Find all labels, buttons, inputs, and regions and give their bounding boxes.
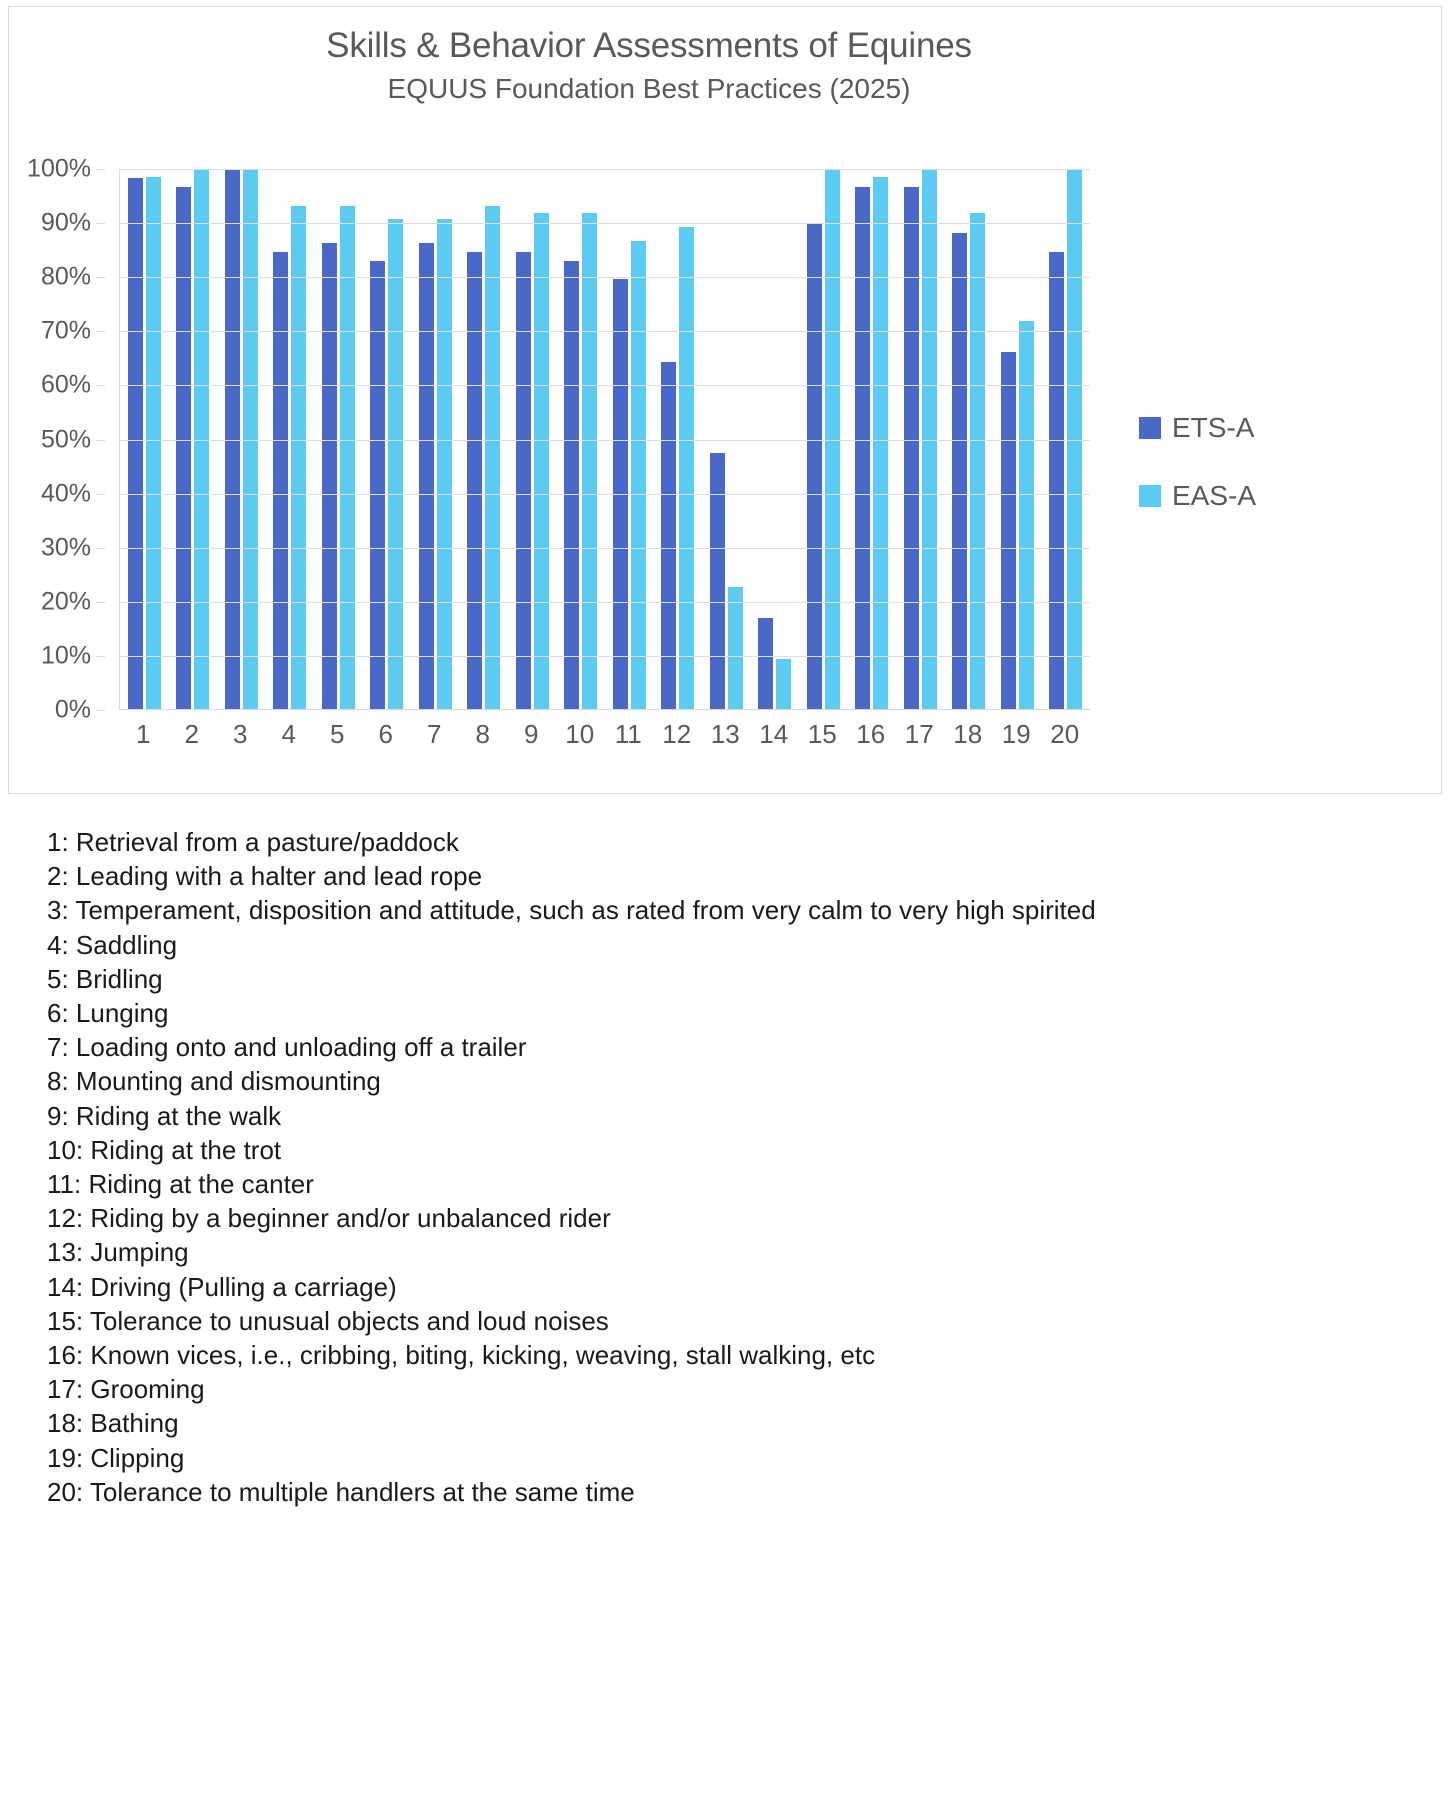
y-axis-tick-label: 100% (27, 154, 91, 183)
chart-title: Skills & Behavior Assessments of Equines (326, 26, 972, 65)
caption-line: 20: Tolerance to multiple handlers at the same time (47, 1476, 635, 1507)
bar-eas-a-19[interactable] (1019, 321, 1034, 710)
bar-eas-a-13[interactable] (728, 587, 743, 710)
caption-line: 14: Driving (Pulling a carriage) (47, 1271, 397, 1302)
gridline (120, 277, 1090, 278)
bar-eas-a-7[interactable] (437, 219, 452, 710)
caption-line: 13: Jumping (47, 1237, 189, 1268)
x-axis-tick-label: 12 (662, 719, 692, 749)
y-axis-tick-mark (96, 656, 105, 657)
x-axis-tick-label: 5 (330, 719, 345, 749)
y-axis-tick-label: 90% (40, 208, 91, 237)
caption-line: 15: Tolerance to unusual objects and loud noises (47, 1305, 609, 1336)
y-axis-tick-label: 20% (40, 587, 91, 616)
x-axis-labels (119, 719, 1089, 750)
gridline (120, 223, 1090, 224)
y-axis-tick-label: 30% (40, 533, 91, 562)
plot-area (119, 169, 1090, 710)
bar-ets-a-9[interactable] (516, 252, 531, 710)
caption-line: 6: Lunging (47, 998, 169, 1029)
bar-ets-a-15[interactable] (807, 224, 822, 710)
x-axis-tick-label: 20 (1050, 719, 1080, 749)
plot-area-wrapper (9, 147, 1443, 787)
caption-line: 8: Mounting and dismounting (47, 1066, 381, 1097)
bar-ets-a-8[interactable] (467, 252, 482, 710)
x-axis-tick-label: 18 (953, 719, 983, 749)
y-axis-tick-label: 0% (54, 695, 91, 724)
bar-eas-a-14[interactable] (776, 659, 791, 710)
bar-eas-a-1[interactable] (146, 177, 161, 710)
caption-line: 11: Riding at the canter (47, 1169, 314, 1200)
caption-line: 17: Grooming (47, 1374, 205, 1405)
gridline (120, 331, 1090, 332)
bar-ets-a-14[interactable] (758, 618, 773, 710)
x-axis-tick-label: 8 (475, 719, 490, 749)
bar-eas-a-12[interactable] (679, 227, 694, 710)
y-axis-tick-label: 10% (40, 641, 91, 670)
legend-item-eas-a[interactable] (1139, 480, 1339, 512)
bar-ets-a-13[interactable] (710, 453, 725, 710)
caption-line: 16: Known vices, i.e., cribbing, biting, kicking, weaving, stall walking, etc (47, 1340, 876, 1371)
x-axis-tick-label: 15 (807, 719, 837, 749)
y-axis-tick-mark (96, 277, 105, 278)
y-axis-tick-mark (96, 331, 105, 332)
y-axis-tick-mark (96, 385, 105, 386)
bar-ets-a-1[interactable] (128, 178, 143, 710)
y-axis (9, 147, 105, 724)
x-axis-tick-label: 11 (614, 719, 642, 749)
bar-eas-a-6[interactable] (388, 219, 403, 710)
y-axis-tick-mark (96, 494, 105, 495)
axis-baseline (120, 709, 1090, 710)
bar-ets-a-20[interactable] (1049, 252, 1064, 710)
y-axis-tick-label: 80% (40, 262, 91, 291)
caption-line: 1: Retrieval from a pasture/paddock (47, 827, 459, 857)
bar-ets-a-10[interactable] (564, 261, 579, 710)
gridline (120, 656, 1090, 657)
gridline (120, 169, 1090, 170)
gridline (120, 494, 1090, 495)
bar-eas-a-16[interactable] (873, 177, 888, 710)
y-axis-tick-mark (96, 440, 105, 441)
gridline (120, 440, 1090, 441)
legend-item-ets-a[interactable] (1139, 412, 1339, 444)
caption-list (47, 825, 1427, 1509)
chart-container (8, 6, 1442, 794)
caption-line: 3: Temperament, disposition and attitude, such as rated from very calm to very high spirited (47, 895, 1096, 926)
x-axis-tick-label: 19 (1001, 719, 1031, 749)
y-axis-tick-mark (96, 169, 105, 170)
bar-ets-a-5[interactable] (322, 243, 337, 710)
chart-titles (9, 25, 1289, 106)
caption-line: 7: Loading onto and unloading off a trailer (47, 1032, 527, 1063)
x-axis-tick-label: 14 (759, 719, 789, 749)
bar-ets-a-16[interactable] (855, 187, 870, 710)
y-axis-tick-mark (96, 602, 105, 603)
chart-subtitle: EQUUS Foundation Best Practices (2025) (387, 73, 911, 104)
x-axis-tick-label: 10 (565, 719, 595, 749)
caption-line: 19: Clipping (47, 1442, 185, 1473)
y-axis-tick-mark (96, 223, 105, 224)
gridline (120, 548, 1090, 549)
x-axis-tick-label: 1 (136, 719, 151, 749)
y-axis-tick-label: 40% (40, 479, 91, 508)
bar-eas-a-9[interactable] (534, 213, 549, 710)
legend-swatch-icon (1139, 485, 1161, 507)
bar-ets-a-7[interactable] (419, 243, 434, 710)
bar-eas-a-5[interactable] (340, 206, 355, 710)
x-axis-tick-label: 2 (184, 719, 199, 749)
bar-ets-a-6[interactable] (370, 261, 385, 710)
bar-ets-a-4[interactable] (273, 252, 288, 710)
bar-eas-a-8[interactable] (485, 206, 500, 710)
bar-ets-a-18[interactable] (952, 233, 967, 710)
y-axis-tick-label: 50% (40, 425, 91, 453)
caption-line: 5: Bridling (47, 963, 163, 994)
chart-legend (1139, 412, 1339, 548)
x-axis-tick-label: 7 (427, 719, 442, 749)
bar-eas-a-18[interactable] (970, 213, 985, 710)
bar-eas-a-11[interactable] (631, 241, 646, 710)
bar-eas-a-4[interactable] (291, 206, 306, 710)
gridline (120, 602, 1090, 603)
y-axis-tick-label: 60% (40, 370, 91, 399)
x-axis-tick-label: 9 (524, 719, 539, 749)
legend-label: ETS-A (1172, 412, 1255, 443)
caption-line: 9: Riding at the walk (47, 1100, 282, 1131)
gridline (120, 385, 1090, 386)
caption-line: 18: Bathing (47, 1408, 179, 1439)
bar-ets-a-2[interactable] (176, 187, 191, 710)
x-axis-tick-label: 3 (233, 719, 248, 749)
legend-label: EAS-A (1172, 480, 1257, 511)
x-axis-tick-label: 6 (378, 719, 393, 749)
y-axis-tick-mark (96, 548, 105, 549)
bar-eas-a-10[interactable] (582, 213, 597, 710)
x-axis-tick-label: 4 (281, 719, 296, 749)
caption-line: 12: Riding by a beginner and/or unbalanced rider (47, 1203, 611, 1234)
x-axis-tick-label: 17 (904, 719, 934, 749)
caption-line: 2: Leading with a halter and lead rope (47, 861, 483, 892)
bar-ets-a-17[interactable] (904, 187, 919, 710)
x-axis-tick-label: 16 (856, 719, 886, 749)
bar-ets-a-12[interactable] (661, 362, 676, 710)
legend-swatch-icon (1139, 417, 1161, 439)
caption-line: 4: Saddling (47, 929, 178, 960)
y-axis-tick-label: 70% (40, 316, 91, 345)
x-axis-tick-label: 13 (710, 719, 740, 749)
y-axis-tick-mark (96, 710, 105, 711)
caption-line: 10: Riding at the trot (47, 1134, 282, 1165)
